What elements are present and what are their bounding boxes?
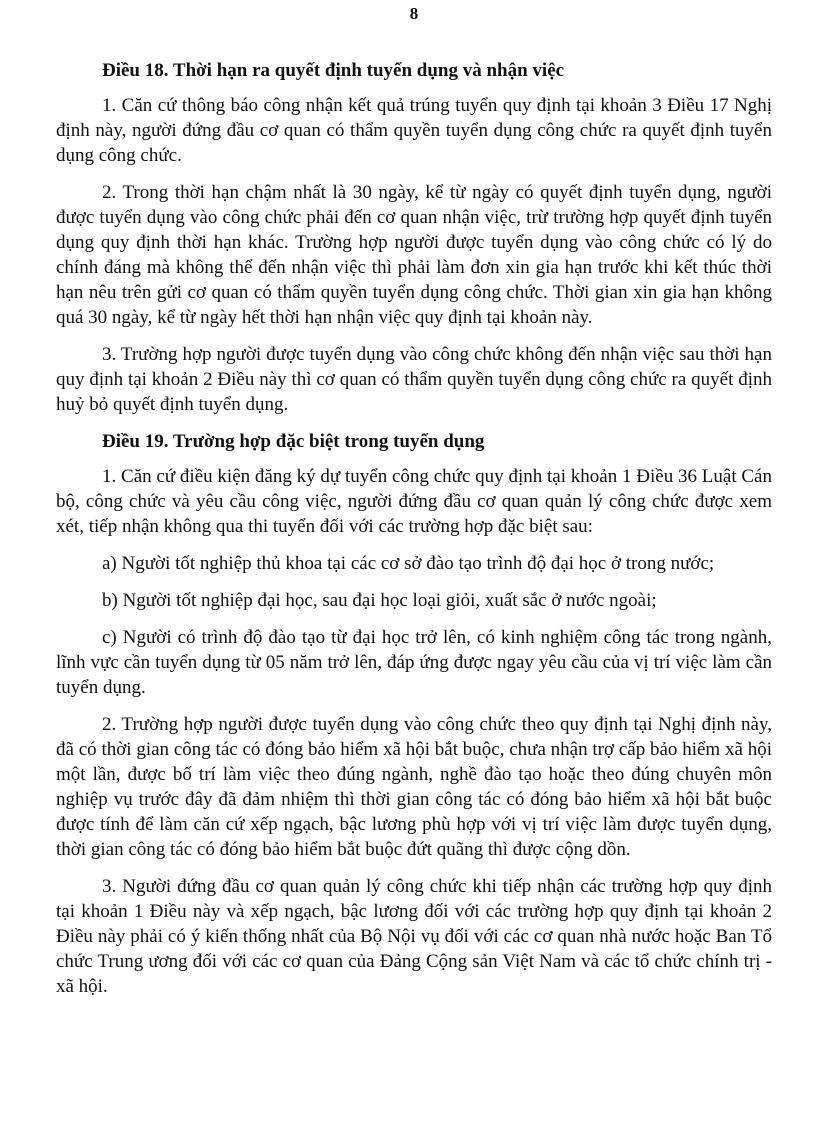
article-title: Điều 19. Trường hợp đặc biệt trong tuyển dụng	[102, 431, 485, 452]
document-content	[56, 58, 772, 1011]
article-18	[56, 58, 772, 417]
article-18-clause-2: 2. Trong thời hạn chậm nhất là 30 ngày, kể từ ngày có quyết định tuyển dụng, người được tuyển dụng vào công chức phải đến cơ quan nhận việc, trừ trường hợp quyết định tuyển dụng quy định thời hạn khác. Trường hợp người được tuyển dụng vào công chức có lý do chính đáng mà không thể đến nhận việc thì phải làm đơn xin gia hạn trước khi kết thúc thời hạn nêu trên gửi cơ quan có thẩm quyền tuyển dụng công chức. Thời gian xin gia hạn không quá 30 ngày, kể từ ngày hết thời hạn nhận việc quy định tại khoản này.	[56, 182, 772, 328]
page-number: 8	[409, 4, 419, 23]
article-19-clause-2: 2. Trường hợp người được tuyển dụng vào công chức theo quy định tại Nghị định này, đã có thời gian công tác có đóng bảo hiểm xã hội bắt buộc, chưa nhận trợ cấp bảo hiểm xã hội một lần, được bố trí làm việc theo đúng ngành, nghề đào tạo hoặc theo đúng chuyên môn nghiệp vụ trước đây đã đảm nhiệm thì thời gian công tác có đóng bảo hiểm xã hội bắt buộc được tính để làm căn cứ xếp ngạch, bậc lương phù hợp với vị trí việc làm được tuyển dụng, thời gian công tác có đóng bảo hiểm bắt buộc đứt quãng thì được cộng dồn.	[56, 714, 772, 860]
article-19-point-c: c) Người có trình độ đào tạo từ đại học trở lên, có kinh nghiệm công tác trong ngành, lĩnh vực cần tuyển dụng từ 05 năm trở lên, đáp ứng được ngay yêu cầu của vị trí việc làm cần tuyển dụng.	[56, 627, 772, 698]
article-19	[56, 429, 772, 999]
article-18-clause-1: 1. Căn cứ thông báo công nhận kết quả trúng tuyển quy định tại khoản 3 Điều 17 Nghị định này, người đứng đầu cơ quan có thẩm quyền tuyển dụng công chức ra quyết định tuyển dụng công chức.	[56, 95, 772, 166]
article-19-point-b: b) Người tốt nghiệp đại học, sau đại học loại giỏi, xuất sắc ở nước ngoài;	[102, 590, 657, 611]
article-19-point-a: a) Người tốt nghiệp thủ khoa tại các cơ sở đào tạo trình độ đại học ở trong nước;	[102, 553, 715, 574]
article-18-clause-3: 3. Trường hợp người được tuyển dụng vào công chức không đến nhận việc sau thời hạn quy định tại khoản 2 Điều này thì cơ quan có thẩm quyền tuyển dụng công chức ra quyết định huỷ bỏ quyết định tuyển dụng.	[56, 344, 772, 415]
article-19-clause-3: 3. Người đứng đầu cơ quan quản lý công chức khi tiếp nhận các trường hợp quy định tại khoản 1 Điều này và xếp ngạch, bậc lương đối với các trường hợp quy định tại khoản 2 Điều này phải có ý kiến thống nhất của Bộ Nội vụ đối với các cơ quan nhà nước hoặc Ban Tổ chức Trung ương đối với các cơ quan của Đảng Cộng sản Việt Nam và các tổ chức chính trị - xã hội.	[56, 876, 772, 997]
article-19-clause-1: 1. Căn cứ điều kiện đăng ký dự tuyển công chức quy định tại khoản 1 Điều 36 Luật Cán bộ, công chức và yêu cầu công việc, người đứng đầu cơ quan quản lý công chức được xem xét, tiếp nhận không qua thi tuyển đối với các trường hợp đặc biệt sau:	[56, 466, 772, 537]
article-title: Điều 18. Thời hạn ra quyết định tuyển dụng và nhận việc	[102, 60, 565, 81]
